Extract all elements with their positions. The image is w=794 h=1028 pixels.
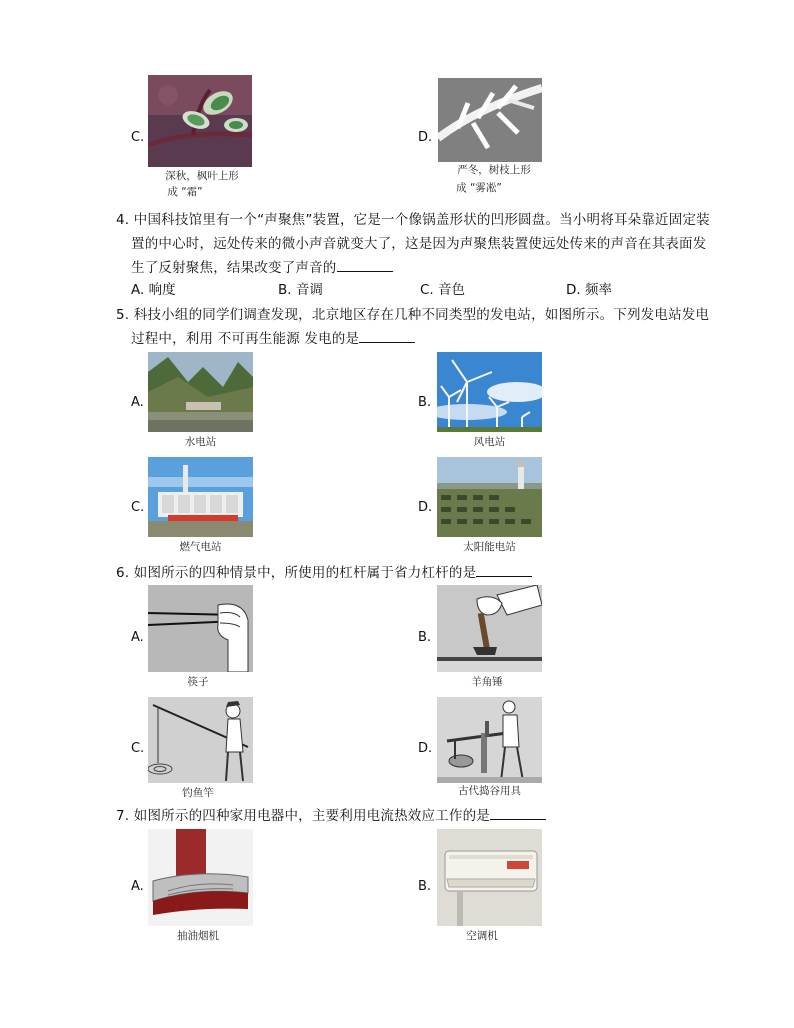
caption-hammer: 羊角锤 [471,676,503,688]
question-4-line3-text: 生了反射聚焦，结果改变了声音的 [131,260,337,276]
question-6-line1 [116,561,536,585]
answer-blank[interactable] [359,328,415,343]
option-letter-d: D. [418,500,433,515]
question-5-line1: 5. 科技小组的同学们调查发现，北京地区存在几种不同类型的发电站，如图所示。下列发电站发电 [116,307,710,323]
option-d[interactable]: D. 频率 [566,282,612,298]
caption-solar: 太阳能电站 [463,541,516,553]
grain-pounder-image [437,697,542,783]
option-letter-a: A. [131,395,144,410]
answer-blank[interactable] [490,805,546,820]
caption-c-line1: 深秋，枫叶上形 [165,170,239,182]
fishing-rod-image [148,697,253,783]
question-7-line1-text: 7. 如图所示的四种家用电器中，主要利用电流热效应工作的是 [116,808,490,824]
solar-station-image [437,457,542,537]
answer-blank[interactable] [476,562,532,577]
range-hood-image [148,829,253,926]
air-conditioner-image [437,829,542,926]
frost-on-maple-leaf-image [148,75,252,167]
option-c[interactable]: C. 音色 [420,282,466,298]
option-a[interactable]: A. 响度 [131,282,176,298]
caption-c-line2: 成 “霜” [167,186,203,198]
option-letter-c: C. [131,500,145,515]
question-5-line2 [131,327,431,351]
question-7-line1 [116,804,546,828]
caption-chopsticks: 筷子 [187,676,209,688]
option-letter-b: B. [418,395,432,410]
caption-d-line1: 严冬，树枝上形 [457,164,531,176]
chopsticks-image [148,585,253,672]
option-b[interactable]: B. 音调 [278,282,323,298]
question-4-line1: 4. 中国科技馆里有一个“声聚焦”装置，它是一个像锅盖形状的凹形圆盘。当小明将耳朵靠近固定装 [116,212,710,228]
option-letter-a: A. [131,630,144,645]
claw-hammer-image [437,585,542,672]
question-4-line2: 置的中心时，远处传来的微小声音就变大了，这是因为声聚焦装置使远处传来的声音在其表面发 [131,236,707,252]
caption-gas: 燃气电站 [179,541,222,553]
option-letter-d: D. [418,130,433,145]
rime-on-branch-image [438,78,542,162]
caption-d-line2: 成 “雾凇” [456,182,502,194]
option-letter-b: B. [418,630,432,645]
caption-hydro: 水电站 [184,436,217,448]
question-6-line1-text: 6. 如图所示的四种情景中，所使用的杠杆属于省力杠杆的是 [116,565,477,581]
gas-station-image [148,457,253,537]
option-letter-c: C. [131,741,145,756]
option-letter-b: B. [418,879,432,894]
question-4-line3 [131,256,431,280]
hydro-station-image [148,352,253,432]
caption-fishing-rod: 钓鱼竿 [182,787,214,799]
option-letter-c: C. [131,130,145,145]
option-letter-a: A. [131,879,144,894]
caption-air-conditioner: 空调机 [466,930,498,942]
question-5-line2-text: 过程中，利用 不可再生能源 发电的是 [131,331,360,347]
answer-blank[interactable] [337,257,393,272]
wind-station-image [437,352,542,432]
option-letter-d: D. [418,741,433,756]
caption-range-hood: 抽油烟机 [177,930,219,942]
caption-grain-pounder: 古代捣谷用具 [458,785,521,797]
caption-wind: 风电站 [473,436,506,448]
